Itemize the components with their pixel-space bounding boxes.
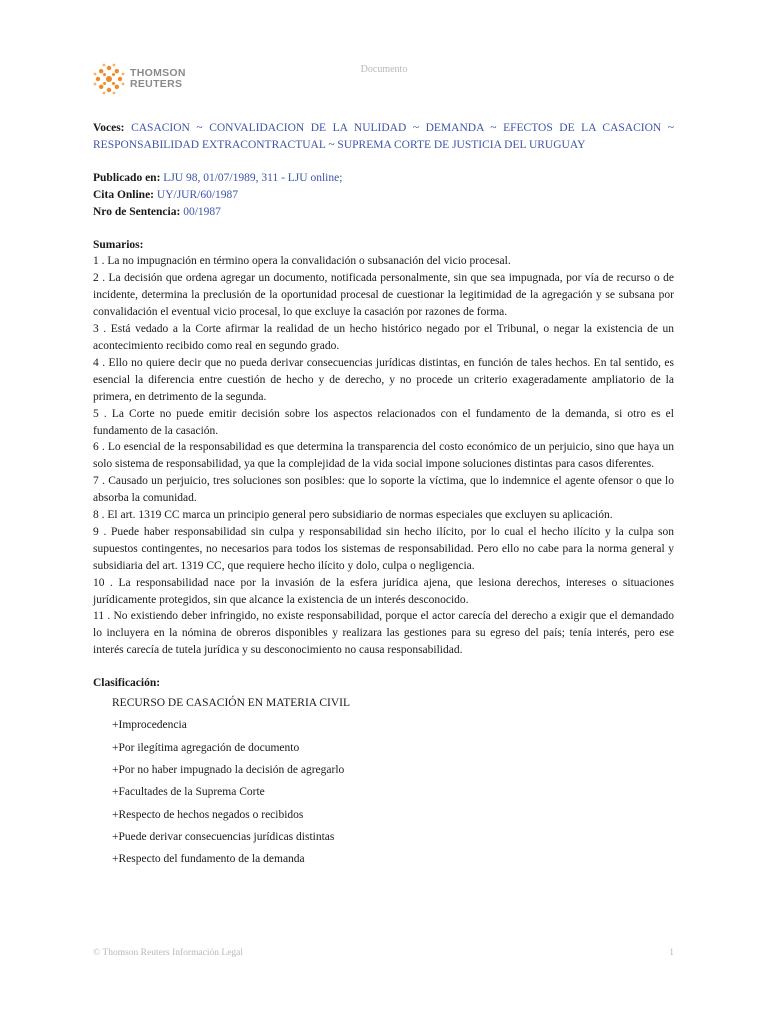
nro-sentencia-label: Nro de Sentencia:: [93, 205, 181, 218]
logo-line1: THOMSON: [130, 67, 186, 79]
sumario-item: 6 . Lo esencial de la responsabilidad es que determina la transparencia del costo económico de un perjuicio, sino que haya un solo sistema de responsabilidad, ya que la complejidad de la vida social impone soluciones distintas para casos diferentes.: [93, 441, 674, 471]
publicado-row: [93, 170, 674, 187]
clasificacion-item: RECURSO DE CASACIÓN EN MATERIA CIVIL: [112, 697, 350, 710]
logo-line2: REUTERS: [130, 78, 183, 90]
nro-sentencia-value[interactable]: 00/1987: [183, 205, 221, 218]
sumario-item: 8 . El art. 1319 CC marca un principio general pero subsidiario de normas especiales que excluyen su aplicación.: [93, 509, 613, 522]
cita-value[interactable]: UY/JUR/60/1987: [156, 188, 239, 201]
clasificacion-item: +Por no haber impugnado la decisión de agregarlo: [112, 763, 345, 776]
voces-label: Voces:: [93, 122, 125, 134]
document-body: [93, 120, 674, 870]
sumario-item: 4 . Ello no quiere decir que no pueda derivar consecuencias jurídicas distintas, en función de tales hechos. En tal sentido, es esencial la diferencia entre cuestión de hecho y de derecho, y no procede un criterio exageradamente ampliatorio de la primera, en detrimento de la segunda.: [93, 356, 674, 403]
sumario-item: 3 . Está vedado a la Corte afirmar la realidad de un hecho histórico negado por el Tribunal, o negar la existencia de un acontecimiento recibido como real en segundo grado.: [93, 323, 674, 352]
cita-label: Cita Online:: [93, 188, 155, 201]
clasificacion-item: +Por ilegítima agregación de documento: [112, 741, 300, 754]
sumarios-title: Sumarios:: [93, 238, 144, 251]
clasificacion-item: +Facultades de la Suprema Corte: [112, 786, 265, 799]
document-header-label: Documento: [360, 64, 408, 75]
clasificacion-title: Clasificación:: [93, 677, 161, 690]
page-number: 1: [669, 948, 674, 958]
clasificacion-item: +Puede derivar consecuencias jurídicas distintas: [112, 830, 335, 843]
sumario-item: 9 . Puede haber responsabilidad sin culpa y responsabilidad sin hecho ilícito, por lo cual el hecho ilícito y la culpa son supuestos contingentes, no necesarios para todos los sistemas de responsabilidad. Pero ello no cabe para la norma general y subsidiaria del art. 1319 CC, que requiere hecho ilícito y dolo, culpa o negligencia.: [93, 525, 674, 572]
sumario-item: 2 . La decisión que ordena agregar un documento, notificada personalmente, sin que sea impugnada, por vía de recurso o de incidente, determina la preclusión de la oportunidad procesal de cuestionar la legitimidad de la agregación y se subsana por convalidación el eventual vicio procesal, lo que excluye la casación por razones de forma.: [93, 272, 674, 319]
nro-sentencia-row: [93, 204, 674, 221]
voces-text[interactable]: CASACION ~ CONVALIDACION DE LA NULIDAD ~ DEMANDA ~ EFECTOS DE LA CASACION ~ RESPONSABILIDAD EXTRACONTRACTUAL ~ SUPREMA CORTE DE JUSTICIA DEL URUGUAY: [93, 122, 674, 151]
clasificacion-section: [93, 675, 674, 870]
sumario-item: 7 . Causado un perjuicio, tres soluciones son posibles: que lo soporte la víctima, que lo indemnice el agente ofensor o que lo absorba la comunidad.: [93, 475, 674, 505]
publicado-label: Publicado en:: [93, 171, 161, 184]
clasificacion-item: +Improcedencia: [112, 719, 187, 732]
sumario-item: 11 . No existiendo deber infringido, no existe responsabilidad, porque el actor carecía del derecho a exigir que el demandado lo incluyera en la nómina de obreros disponibles y realizara las gestiones para su egreso del país; tenía interés, pero ese interés carecía de tutela jurídica y su desconocimiento no causa responsabilidad.: [93, 610, 674, 657]
clasificacion-item: +Respecto del fundamento de la demanda: [112, 853, 305, 866]
cita-row: [93, 187, 674, 204]
sumarios-section: [93, 237, 674, 660]
voces-section: [93, 120, 674, 154]
sumario-item: 1 . La no impugnación en término opera la convalidación o subsanación del vicio procesal.: [93, 255, 511, 268]
publicado-value[interactable]: LJU 98, 01/07/1989, 311 - LJU online;: [163, 171, 343, 184]
sumario-item: 10 . La responsabilidad nace por la invasión de la esfera jurídica ajena, que lesiona derechos, intereses o situaciones jurídicamente protegidos, sin que alcance la existencia de un interés desconocido.: [93, 576, 674, 606]
sumario-item: 5 . La Corte no puede emitir decisión sobre los aspectos relacionados con el fundamento de la demanda, si otro es el fundamento de la casación.: [93, 407, 674, 437]
clasificacion-item: +Respecto de hechos negados o recibidos: [112, 808, 304, 821]
footer-copyright: © Thomson Reuters Información Legal: [93, 948, 244, 958]
